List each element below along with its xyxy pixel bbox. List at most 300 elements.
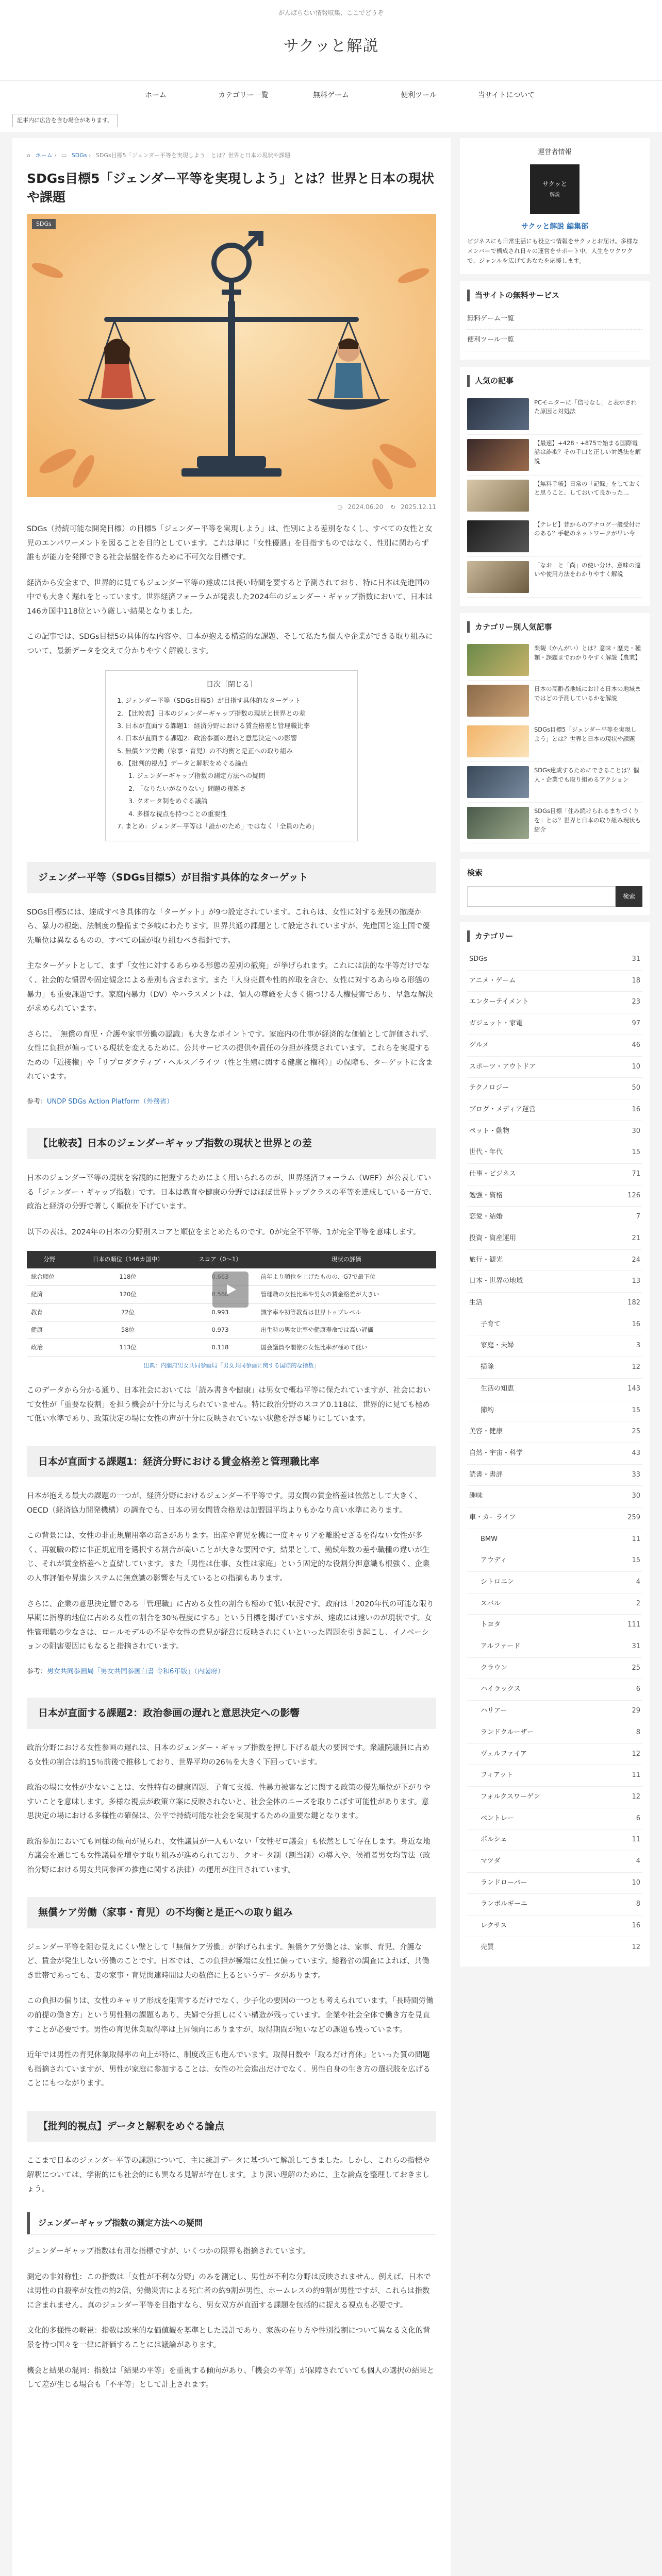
widget-title: カテゴリー — [467, 930, 642, 942]
site-title[interactable]: サクッと解説 — [283, 37, 379, 55]
category-article-title: 楽観（かんがい）とは？意味・歴史・種類・課題までわかりやすく解説【農業】 — [534, 645, 641, 661]
category-count: 4 — [636, 1578, 640, 1586]
category-count: 50 — [632, 1084, 640, 1092]
category-name: 子育て — [481, 1320, 501, 1328]
category-name: 節約 — [481, 1406, 494, 1414]
paragraph: ここまで日本のジェンダー平等の課題について、主に統計データに基づいて解説してきました。しかし、これらの指標や解釈については、学術的にも社会的にも異なる見解が存在します。より深い理解のために、主な論点を整理しておきましょう。 — [27, 2157, 430, 2194]
paragraph: 日本が抱える最大の課題の一つが、経済分野におけるジェンダー不平等です。男女間の賃金格差は依然として大きく、OECD（経済協力開発機構）の調査でも、日本の男女間賃金格差は加盟国平均よりもかなり高い水準にあります。 — [27, 1492, 422, 1515]
category-link[interactable] — [467, 1916, 642, 1937]
table-cell: 国会議員や閣僚の女性比率が極めて低い — [257, 1339, 436, 1357]
article-thumbnail — [467, 807, 529, 839]
category-link[interactable] — [467, 1293, 642, 1314]
category-link[interactable] — [467, 1658, 642, 1680]
avatar — [530, 164, 580, 214]
paragraph: 政治分野における女性参画の遅れは、日本のジェンダー・ギャップ指数を押し下げる最大の要因です。衆議院議員に占める女性の割合は約15％前後で推移しており、世界平均の26％を大きく下回っています。 — [27, 1743, 429, 1767]
search-form — [467, 886, 642, 907]
paragraph: ジェンダー平等を阻む見えにくい壁として「無償ケア労働」が挙げられます。無償ケア労働とは、家事、育児、介護など、賃金が発生しない労働のことです。日本では、この負担が極端に女性に偏っています。総務省の調査によれば、共働き世帯であっても、妻の家事・育児関連時間は夫の数倍に上るというデータがあります。 — [27, 1943, 429, 1980]
category-link[interactable] — [467, 1722, 642, 1744]
category-link[interactable] — [467, 1164, 642, 1185]
widget-title: 人気の記事 — [467, 375, 642, 387]
avatar-subtitle: 解説 — [550, 192, 560, 198]
category-count: 10 — [632, 1062, 640, 1071]
table-cell: 0.118 — [184, 1339, 256, 1357]
search-button[interactable]: 検索 — [616, 886, 642, 907]
category-name: 世代・年代 — [469, 1148, 503, 1157]
category-link[interactable] — [467, 1099, 642, 1121]
toc-title[interactable]: 目次［閉じる］ — [206, 680, 257, 689]
category-count: 97 — [632, 1020, 640, 1028]
category-name: アニメ・ゲーム — [469, 976, 516, 985]
nav-item-games[interactable]: 無料ゲーム — [313, 91, 349, 99]
category-link[interactable] — [467, 1894, 642, 1916]
category-name: フォルクスワーゲン — [481, 1792, 540, 1801]
reference — [27, 1096, 436, 1109]
category-article-title: 日本の高齢者地域における日本の地域まではどの予測しているかを解説 — [534, 685, 641, 702]
paragraph: この背景には、女性の非正規雇用率の高さがあります。出産や育児を機に一度キャリアを離脱せざるを得ない女性が多く、再就職の際に非正規雇用を選択する割合が高いことが大きな要因です。結果として、勤続年数の差や職種の違いが生じ、それが賃金格差へと直結しています。また「男性は仕事、女性は家庭」という固定的な役割分担意識も根強く、企業の人事評価や昇進システムに無意識の影響を与えているとの指摘もあります。 — [27, 1532, 430, 1583]
popular-article[interactable] — [467, 516, 642, 557]
category-link[interactable] — [467, 1035, 642, 1057]
toc-subitem[interactable]: 「なりたいがなりない」問題の複雑さ — [137, 784, 246, 792]
popular-article-title: 【無料手帳】日常の「記録」をしておくと思うこと、しておいて良かった… — [534, 480, 641, 497]
avatar-title: サクッと — [542, 180, 567, 188]
category-link[interactable] — [467, 1379, 642, 1400]
paragraph: このデータから分かる通り、日本社会においては「読み書きや健康」は男女で概ね平等に保たれていますが、社会において女性が「重要な役割」を担う機会が十分に与えられていません。特に政治分野のスコア0.118は、世界的に見ても極めて低い水準であり、政策決定の場に女性の声が十分に反映されていない状態を浮き彫りにしています。 — [27, 1386, 431, 1423]
widget-title: 当サイトの無料サービス — [467, 290, 642, 301]
category-link[interactable] — [467, 1228, 642, 1250]
category-count: 6 — [636, 1685, 640, 1693]
category-name: テクノロジー — [469, 1084, 509, 1092]
category-name: クラウン — [481, 1664, 508, 1672]
paragraph: 政治参加においても同様の傾向が見られ、女性議員が一人もいない「女性ゼロ議会」も依然として存在します。身近な地方議会を通じても女性議員を増やす取り組みが進められており、クオータ制（割当制）の導入や、候補者男女均等法（政治分野における男女共同参画の推進に関する法律）の運用が注目されています。 — [27, 1837, 431, 1874]
table-cell: 120位 — [72, 1286, 184, 1303]
table-row — [27, 1321, 436, 1338]
paragraph: 文化的多様性の軽視：指数は欧米的な価値観を基準とした設計であり、家族の在り方や性別役割について異なる文化的背景を持つ国々を一律に評価することには議論があります。 — [27, 2327, 431, 2350]
category-name: BMW — [481, 1535, 498, 1543]
category-article[interactable] — [467, 803, 642, 843]
gender-equality-scale-illustration — [27, 214, 436, 497]
popular-article[interactable] — [467, 394, 642, 435]
popular-article-title: PCモニターに「信号なし」と表示された原因と対処法 — [534, 398, 637, 415]
category-link[interactable] — [467, 1787, 642, 1808]
category-count: 10 — [632, 1878, 640, 1887]
table-cell: 58位 — [72, 1321, 184, 1338]
paragraph: さらに、「無償の育児・介護や家事労働の認識」も大きなポイントです。家庭内の仕事が経済的な価値として評価されず、女性に負担が偏っている現状を変えるために、公共サービスの提供や責任の分担が推奨されています。これらを実現するための「近接権」や「リプロダクティブ・ヘルス／ライツ（性と生殖に関する健康と権利）」の保障も、ターゲットに含まれています。 — [27, 1030, 433, 1081]
nav-item-about[interactable]: 当サイトについて — [477, 91, 535, 99]
category-link[interactable] — [467, 1443, 642, 1465]
toc-item[interactable]: ジェンダー平等（SDGs目標5）が目指す具体的なターゲット — [125, 697, 301, 705]
category-link[interactable] — [467, 1271, 642, 1293]
breadcrumb-category[interactable]: SDGs — [71, 152, 87, 159]
table-cell: 経済 — [27, 1286, 72, 1303]
category-name: 美容・健康 — [469, 1428, 503, 1436]
category-name: ランドローバー — [481, 1878, 527, 1887]
folder-icon: ▭ — [61, 152, 67, 159]
reference-label: 参考： — [27, 1667, 47, 1675]
category-link[interactable] — [467, 949, 642, 971]
subsection-heading: ジェンダーギャップ指数の測定方法への疑問 — [27, 2212, 436, 2234]
category-link[interactable] — [467, 1701, 642, 1722]
intro-paragraph: SDGs（持続可能な開発目標）の目標5「ジェンダー平等を実現しよう」は、性別による差別をなくし、すべての女性と女児のエンパワーメントを図ることを目的としています。これは単に「女性優遇」を目指すものではなく、性別に関わらず誰もが能力を発揮できる社会基盤を作るために不可欠な目標です。 — [27, 525, 433, 562]
section-heading: 無償ケア労働（家事・育児）の不均衡と是正への取り組み — [27, 1897, 436, 1928]
category-count: 11 — [632, 1836, 640, 1844]
category-name: シトロエン — [481, 1578, 515, 1586]
article-thumbnail — [467, 398, 529, 430]
article-thumbnail — [467, 480, 529, 512]
paragraph: SDGs目標5には、達成すべき具体的な「ターゲット」が9つ設定されています。これらは、女性に対する差別の撤廃から、暴力の根絶、法制度の整備まで多岐にわたります。世界共通の課題として設定されていますが、先進国と途上国で優先順位は異なるものの、すべての国が取り組むべき指針です。 — [27, 908, 430, 945]
category-list-widget — [460, 922, 650, 1967]
category-link[interactable] — [467, 1400, 642, 1422]
category-name: ランボルギーニ — [481, 1900, 528, 1908]
category-count: 13 — [632, 1277, 640, 1285]
category-count: 8 — [636, 1900, 640, 1908]
content-wrapper — [0, 132, 662, 2576]
category-name: アウディ — [481, 1556, 507, 1565]
category-name: 生活 — [469, 1299, 483, 1307]
category-count: 30 — [632, 1127, 640, 1135]
section-heading: 【比較表】日本のジェンダーギャップ指数の現状と世界との差 — [27, 1128, 436, 1159]
category-name: スバル — [481, 1599, 501, 1607]
category-article[interactable] — [467, 681, 642, 721]
profile-label: 運営者情報 — [538, 148, 572, 156]
category-count: 16 — [632, 1105, 640, 1113]
category-count: 25 — [632, 1428, 640, 1436]
profile-name[interactable]: サクッと解説 編集部 — [521, 222, 589, 231]
category-count: 7 — [636, 1213, 640, 1221]
table-source-link[interactable]: 出典：内閣府男女共同参画局「男女共同参画に関する国際的な指数」 — [143, 1362, 320, 1369]
category-name: 日本・世界の地域 — [469, 1277, 523, 1285]
category-link[interactable] — [467, 971, 642, 992]
table-cell: 前年より順位を上げたものの、G7で最下位 — [257, 1268, 436, 1286]
paragraph: さらに、企業の意思決定層である「管理職」に占める女性の割合も極めて低い状況です。政府は「2020年代の可能な限り早期に指導的地位に占める女性の割合を30％程度にする」という目標を掲げていますが、達成には遠いのが現状です。女性管理職の少なさは、ロールモデルの不足や女性の意見が経営に反映されにくいといった問題を引き起こし、イノベーションの阻害要因にもなると指摘されています。 — [27, 1600, 434, 1651]
intro-paragraph: 経済から安全まで、世界的に見てもジェンダー平等の達成には長い時間を要すると予測されており、特に日本は先進国の中でも大きく遅れをとっています。世界経済フォーラムが発表した2024年のジェンダー・ギャップ指数において、日本は146カ国中118位という厳しい結果となりました。 — [27, 579, 433, 616]
category-link[interactable] — [467, 1465, 642, 1486]
category-count: 12 — [632, 1792, 640, 1801]
category-link[interactable] — [467, 1486, 642, 1507]
breadcrumb-current: SDGs目標5「ジェンダー平等を実現しよう」とは？世界と日本の現状や課題 — [95, 152, 290, 159]
popular-article[interactable] — [467, 557, 642, 598]
paragraph: ジェンダーギャップ指数は有用な指標ですが、いくつかの限界も指摘されています。 — [27, 2247, 310, 2256]
category-link[interactable] — [467, 1078, 642, 1099]
updated-date: 2025.12.11 — [401, 503, 436, 511]
category-name: 車・カーライフ — [469, 1513, 516, 1521]
toc-item[interactable]: 【比較表】日本のジェンダーギャップ指数の現状と世界との差 — [125, 709, 306, 717]
category-count: 11 — [632, 1771, 640, 1780]
category-count: 3 — [636, 1342, 640, 1350]
category-link[interactable] — [467, 1142, 642, 1164]
category-name: ベントレー — [481, 1814, 515, 1822]
category-count: 43 — [632, 1449, 640, 1457]
category-name: 掃除 — [481, 1363, 494, 1371]
table-cell: 0.973 — [184, 1321, 256, 1338]
category-name: ランドクルーザー — [481, 1728, 534, 1736]
category-name: スポーツ・アウトドア — [469, 1062, 536, 1071]
category-link[interactable] — [467, 1185, 642, 1207]
category-name: エンターテイメント — [469, 998, 529, 1006]
toc-subitem[interactable]: 多様な視点を持つことの重要性 — [137, 809, 227, 818]
category-count: 21 — [632, 1234, 640, 1242]
category-link[interactable] — [467, 1057, 642, 1078]
table-cell: 健康 — [27, 1321, 72, 1338]
category-link[interactable] — [467, 1937, 642, 1959]
reference-label: 参考： — [27, 1097, 47, 1106]
category-name: フィアット — [481, 1771, 514, 1780]
category-count: 8 — [636, 1728, 640, 1736]
toc-item[interactable]: 無償ケア労働（家事・育児）の不均衡と是正への取り組み — [125, 747, 293, 755]
category-link[interactable] — [467, 1207, 642, 1228]
nav-item-categories[interactable]: カテゴリー一覧 — [218, 91, 269, 99]
category-count: 11 — [632, 1535, 640, 1543]
category-link[interactable] — [467, 1421, 642, 1443]
category-list — [467, 949, 642, 1958]
site-header — [0, 0, 662, 80]
home-icon: ⌂ — [27, 152, 30, 159]
paragraph: 機会と結果の混同：指数は「結果の平等」を重視する傾向があり、「機会の平等」が保障されていても個人の選択の結果として差が生じる場合も「不平等」として計上されます。 — [27, 2366, 435, 2389]
category-article-title: SDGs達成するためにできることは？個人・企業でも取り組めるアクション — [534, 767, 639, 783]
table-row — [27, 1339, 436, 1357]
site-tagline: がんばらない情報収集、ここでどうぞ — [278, 9, 384, 16]
category-article-title: SDGs目標「住み続けられるまちづくりを」とは？世界と日本の取り組み現状も紹介 — [534, 807, 641, 833]
category-count: 16 — [632, 1922, 640, 1929]
eyecatch-image — [27, 214, 436, 497]
category-popular-widget — [460, 613, 650, 852]
category-count: 30 — [632, 1492, 640, 1500]
category-count: 23 — [632, 998, 640, 1006]
category-link[interactable] — [467, 1851, 642, 1873]
paragraph: 近年では男性の育児休業取得率の向上が特に、制度改正も進んでいます。取得日数や「取るだけ育休」といった質の問題も指摘されていますが、男性が家庭に参加することは、女性の社会進出だけでなく、男性自身の生き方の選択肢を広げることにもつながります。 — [27, 2051, 431, 2088]
breadcrumb-separator: › — [54, 152, 57, 159]
category-name: 仕事・ビジネス — [469, 1170, 516, 1178]
category-name: ガジェット・家電 — [469, 1020, 523, 1028]
category-badge[interactable]: SDGs — [32, 219, 56, 229]
category-name: グルメ — [469, 1041, 489, 1049]
category-count: 12 — [632, 1750, 640, 1758]
table-cell: 0.993 — [184, 1303, 256, 1321]
category-link[interactable] — [467, 1594, 642, 1615]
category-name: 投資・資産運用 — [469, 1234, 517, 1242]
category-link[interactable] — [467, 1529, 642, 1551]
section-heading: 【批判的視点】データと解釈をめぐる論点 — [27, 2111, 436, 2142]
category-count: 24 — [632, 1256, 640, 1264]
popular-article-title: 【テレビ】昔からのアナログ一般受付けのある？手軽のネットワークが早い今 — [534, 520, 641, 537]
category-name: ポルシェ — [481, 1836, 507, 1844]
table-cell: 識字率や初等教育は世界トップレベル — [257, 1303, 436, 1321]
global-nav — [0, 80, 662, 109]
category-link[interactable] — [467, 1335, 642, 1357]
table-cell: 118位 — [72, 1268, 184, 1286]
category-link[interactable] — [467, 1765, 642, 1787]
category-link[interactable] — [467, 1357, 642, 1379]
category-link[interactable] — [467, 1572, 642, 1594]
category-name: 勉強・資格 — [469, 1191, 503, 1199]
category-name: 家庭・夫婦 — [481, 1342, 515, 1350]
category-count: 12 — [632, 1943, 640, 1951]
paragraph: 以下の表は、2024年の日本の分野別スコアと順位をまとめたものです。0が完全不平等、1が完全平等を意味します。 — [27, 1228, 421, 1236]
profile-widget — [460, 138, 650, 274]
published-date: 2024.06.20 — [347, 503, 384, 511]
toc-subitem[interactable]: ジェンダーギャップ指数の測定方法への疑問 — [137, 772, 266, 780]
table-header: 日本の順位（146カ国中） — [72, 1251, 184, 1268]
article-thumbnail — [467, 644, 529, 676]
paragraph: 政治の場に女性が少ないことは、女性特有の健康問題、子育て支援、性暴力被害などに関する政策の優先順位が下がりやすいことを意味します。多様な視点が政策立案に反映されないと、社会全体のニーズを取りこぼす可能性があります。意思決定の場における多様性の確保は、公平で持続可能な社会を実現するための重要な鍵となります。 — [27, 1784, 431, 1821]
paragraph: 測定の非対称性：この指数は「女性が不利な分野」のみを測定し、男性が不利な分野は反映されません。例えば、日本では男性の自殺率が女性の約2倍、労働災害による死亡者の約9割が男性、ホームレスの約9割が男性ですが、これらは指数に含まれません。真のジェンダー平等を目指すなら、男女双方が直面する課題を包括的に捉える視点も必要です。 — [27, 2273, 431, 2310]
table-of-contents — [105, 670, 358, 842]
category-count: 111 — [627, 1621, 640, 1629]
table-header: スコア（0〜1） — [184, 1251, 256, 1268]
category-count: 12 — [632, 1363, 640, 1371]
category-count: 182 — [627, 1299, 640, 1307]
category-count: 29 — [632, 1707, 640, 1715]
category-name: レクサス — [481, 1922, 507, 1929]
category-count: 6 — [636, 1814, 640, 1822]
widget-title: カテゴリー別人気記事 — [467, 621, 642, 633]
paragraph: この負担の偏りは、女性のキャリア形成を阻害するだけでなく、少子化の要因の一つとも考えられています。「長時間労働の前提の働き方」という男性側の課題もあり、夫婦で分担しにくい構造が残っています。企業や社会全体で働き方を見直すことが必要です。男性の育児休業取得率は上昇傾向にありますが、取得期間が短いなどの課題も残っています。 — [27, 1997, 434, 2034]
toc-item[interactable]: 日本が直面する課題2：政治参画の遅れと意思決定への影響 — [125, 734, 297, 742]
category-name: ヴェルファイア — [481, 1750, 527, 1758]
category-count: 71 — [632, 1170, 640, 1178]
video-play-overlay[interactable] — [212, 1272, 249, 1308]
category-link[interactable] — [467, 1250, 642, 1272]
table-cell: 出生時の男女比率や健康寿命では高い評価 — [257, 1321, 436, 1338]
toc-item[interactable]: 日本が直面する課題1：経済分野における賃金格差と管理職比率 — [125, 721, 310, 730]
category-count: 4 — [636, 1857, 640, 1865]
reference-link[interactable]: 男女共同参画局「男女共同参画白書 令和6年版」（内閣府） — [47, 1667, 224, 1675]
table-cell: 教育 — [27, 1303, 72, 1321]
category-count: 2 — [636, 1599, 640, 1607]
article-thumbnail — [467, 725, 529, 757]
table-cell: 72位 — [72, 1303, 184, 1321]
article-thumbnail — [467, 685, 529, 717]
service-link-games[interactable]: 無料ゲーム一覧 — [467, 309, 642, 330]
category-name: ハリアー — [481, 1707, 507, 1715]
category-link[interactable] — [467, 992, 642, 1013]
play-icon — [223, 1282, 238, 1297]
category-name: 読書・書評 — [469, 1470, 503, 1479]
sidebar — [460, 138, 650, 2576]
popular-article-title: 【最速】+428・+875で始まる国際電話は詐欺？その手口と正しい対処法を解説 — [534, 439, 641, 465]
refresh-icon: ↻ — [390, 503, 396, 511]
service-link-tools[interactable]: 便利ツール一覧 — [467, 330, 642, 351]
category-count: 16 — [632, 1320, 640, 1328]
toc-subitem[interactable]: クオータ制をめぐる議論 — [137, 797, 208, 805]
table-header: 現状の評価 — [257, 1251, 436, 1268]
category-count: 126 — [627, 1191, 640, 1199]
category-name: 売買 — [481, 1943, 494, 1951]
category-count: 18 — [632, 976, 640, 985]
popular-article-title: 「なお」と「尚」の使い分け、意味の違いや使用方法をわかりやすく解説 — [534, 561, 641, 578]
category-count: 33 — [632, 1470, 640, 1479]
widget-title: 検索 — [467, 868, 483, 878]
article-thumbnail — [467, 520, 529, 552]
breadcrumb — [27, 150, 436, 161]
category-name: マツダ — [481, 1857, 501, 1865]
category-name: ブログ・メディア運営 — [469, 1105, 536, 1113]
category-count: 15 — [632, 1148, 640, 1157]
category-name: 趣味 — [469, 1492, 483, 1500]
services-widget — [460, 281, 650, 360]
post-dates — [27, 501, 436, 513]
category-count: 31 — [632, 1642, 640, 1651]
category-link[interactable] — [467, 1808, 642, 1830]
table-cell: 113位 — [72, 1339, 184, 1357]
table-cell: 管理職の女性比率や男女の賃金格差が大きい — [257, 1286, 436, 1303]
category-count: 46 — [632, 1041, 640, 1049]
gap-index-table-wrapper — [27, 1251, 436, 1357]
reference — [27, 1666, 436, 1679]
category-link[interactable] — [467, 1636, 642, 1658]
category-link[interactable] — [467, 1744, 642, 1766]
category-link[interactable] — [467, 1829, 642, 1851]
category-article[interactable] — [467, 721, 642, 762]
section-heading: 日本が直面する課題1：経済分野における賃金格差と管理職比率 — [27, 1446, 436, 1478]
search-widget — [460, 859, 650, 915]
category-name: ペット・動物 — [469, 1127, 510, 1135]
paragraph: 日本のジェンダー平等の現状を客観的に把握するためによく用いられるのが、世界経済フォーラム（WEF）が公表している「ジェンダー・ギャップ指数」です。日本は教育や健康の分野ではほぼ世界トップクラスの平等を達成している一方で、政治と経済の分野で著しく順位を下げています。 — [27, 1174, 436, 1211]
category-link[interactable] — [467, 1507, 642, 1529]
article-main — [12, 138, 451, 2576]
nav-item-tools[interactable]: 便利ツール — [401, 91, 437, 99]
popular-widget — [460, 367, 650, 606]
category-count: 143 — [627, 1384, 640, 1393]
category-article[interactable] — [467, 762, 642, 803]
category-link[interactable] — [467, 1314, 642, 1336]
popular-article[interactable] — [467, 435, 642, 476]
category-name: 旅行・観光 — [469, 1256, 503, 1264]
intro-paragraph: この記事では、SDGs目標5の具体的な内容や、日本が抱える構造的な課題、そして私たち個人や企業ができる取り組みについて、最新データを交えて分かりやすく解説します。 — [27, 633, 433, 656]
category-name: アルファード — [481, 1642, 521, 1651]
reference-link[interactable]: UNDP SDGs Action Platform（外務省） — [47, 1097, 174, 1106]
category-count: 15 — [632, 1556, 640, 1565]
category-link[interactable] — [467, 1121, 642, 1143]
breadcrumb-home[interactable]: ホーム — [35, 152, 53, 159]
search-input[interactable] — [467, 886, 616, 907]
category-count: 25 — [632, 1664, 640, 1672]
category-link[interactable] — [467, 1679, 642, 1701]
category-name: ハイラックス — [481, 1685, 521, 1693]
category-article-title: SDGs目標5「ジェンダー平等を実現しよう」とは？世界と日本の現状や課題 — [534, 726, 637, 742]
article-thumbnail — [467, 561, 529, 593]
category-count: 31 — [632, 955, 640, 963]
toc-item[interactable]: 【批判的視点】データと解釈をめぐる論点 — [125, 759, 248, 768]
category-name: 恋愛・結婚 — [469, 1213, 503, 1221]
popular-article[interactable] — [467, 476, 642, 516]
table-cell: 政治 — [27, 1339, 72, 1357]
article-title: SDGs目標5「ジェンダー平等を実現しよう」とは？世界と日本の現状や課題 — [27, 171, 435, 205]
section-heading: ジェンダー平等（SDGs目標5）が目指す具体的なターゲット — [27, 862, 436, 893]
section-heading: 日本が直面する課題2：政治参画の遅れと意思決定への影響 — [27, 1698, 436, 1729]
category-link[interactable] — [467, 1615, 642, 1636]
article-thumbnail — [467, 766, 529, 798]
notice-bar — [0, 109, 662, 132]
paragraph: 主なターゲットとして、まず「女性に対するあらゆる形態の差別の撤廃」が挙げられます。これには法的な平等だけでなく、社会的な慣習や固定観念による差別も含まれます。また「人身売買や性的搾取を含む、女性に対するあらゆる形態の暴力」も重要課題です。家庭内暴力（DV）やハラスメントは、個人の尊厳を大きく傷つける人権侵害であり、早急な解決が求められています。 — [27, 962, 433, 1013]
article-thumbnail — [467, 439, 529, 471]
category-name: 生活の知恵 — [481, 1384, 515, 1393]
table-header: 分野 — [27, 1251, 72, 1268]
category-article[interactable] — [467, 640, 642, 681]
nav-item-home[interactable]: ホーム — [145, 91, 167, 99]
category-link[interactable] — [467, 1873, 642, 1894]
category-count: 259 — [627, 1513, 640, 1521]
ad-notice: 記事内に広告を含む場合があります。 — [12, 114, 118, 128]
breadcrumb-separator: › — [89, 152, 91, 159]
category-name: トヨタ — [481, 1621, 501, 1629]
category-link[interactable] — [467, 1550, 642, 1572]
category-name: SDGs — [469, 955, 488, 963]
category-link[interactable] — [467, 1013, 642, 1035]
category-name: 自然・宇宙・科学 — [469, 1449, 523, 1457]
clock-icon: ◷ — [337, 503, 343, 511]
toc-item[interactable]: まとめ：ジェンダー平等は「誰かのため」ではなく「全員のため」 — [125, 822, 319, 830]
table-cell: 総合順位 — [27, 1268, 72, 1286]
